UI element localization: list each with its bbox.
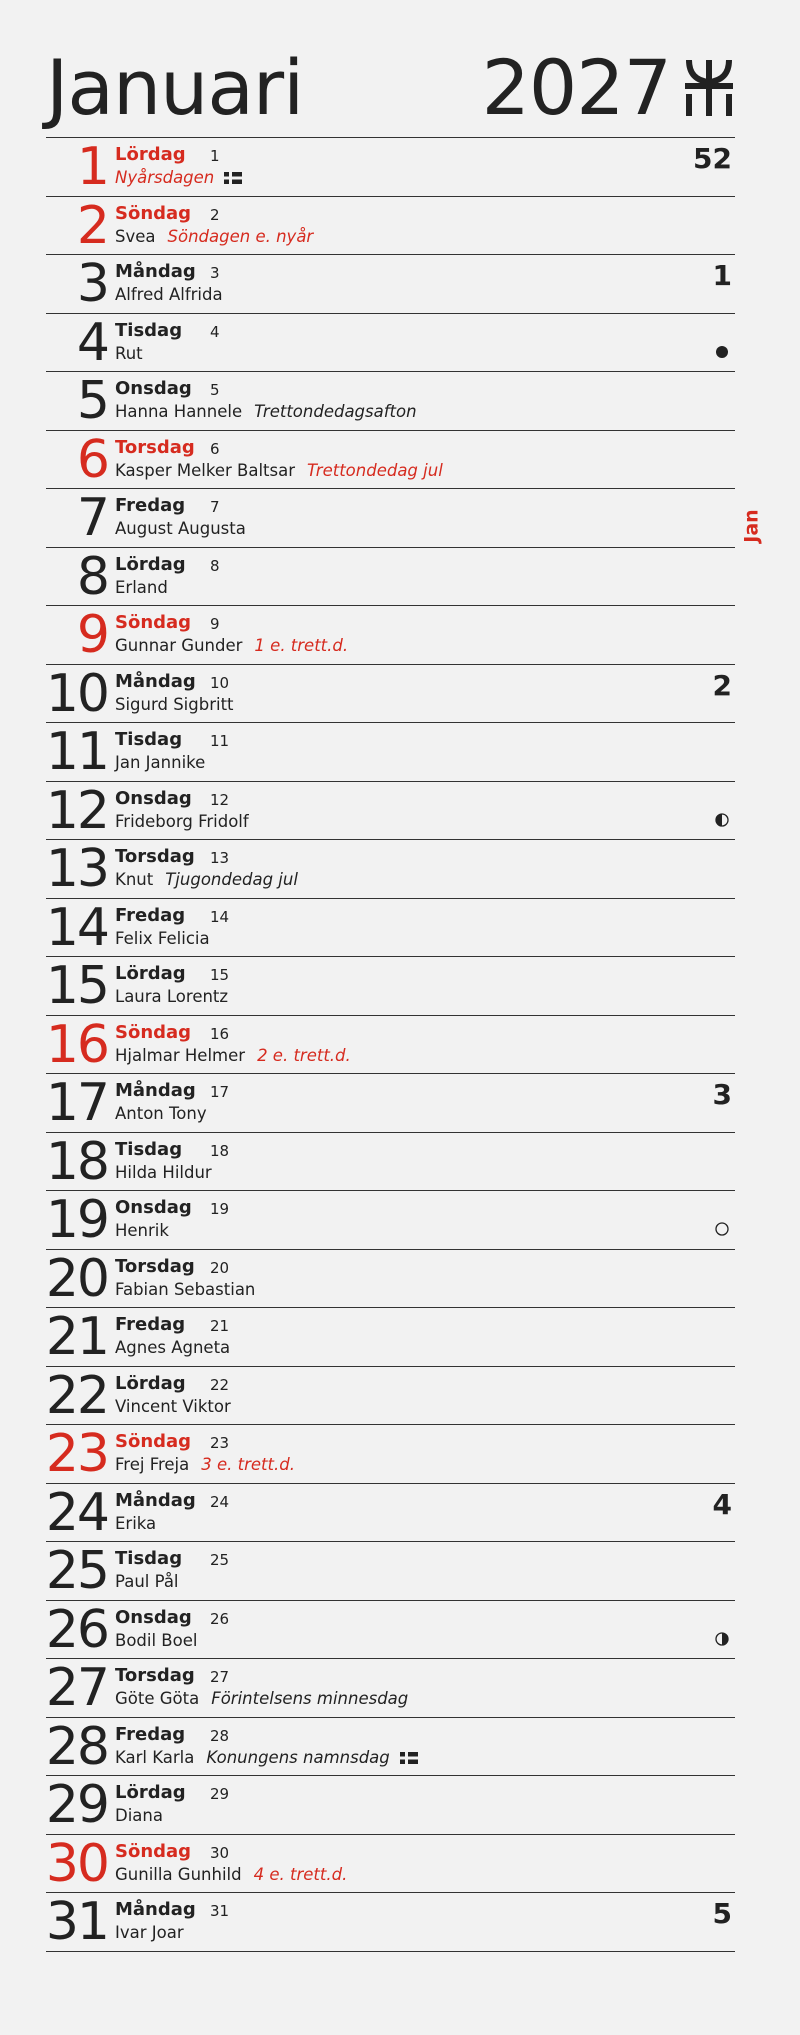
day-of-year: 6 bbox=[210, 439, 220, 458]
name-day-names: August Augusta bbox=[115, 519, 246, 538]
weekday-label: Torsdag bbox=[115, 1665, 195, 1686]
day-of-year: 9 bbox=[210, 615, 220, 633]
day-of-year: 13 bbox=[210, 849, 230, 867]
weekday-label: Torsdag bbox=[115, 846, 195, 867]
name-day-line bbox=[115, 1572, 179, 1592]
day-number: 5 bbox=[76, 371, 108, 431]
name-day-names: Rut bbox=[115, 343, 143, 363]
name-day-names: Knut bbox=[115, 870, 154, 889]
name-day-names: Laura Lorentz bbox=[115, 987, 229, 1006]
weekday-label: Onsdag bbox=[115, 787, 192, 809]
day-row bbox=[46, 839, 735, 898]
day-row bbox=[46, 1483, 735, 1542]
weekday-label: Fredag bbox=[115, 904, 186, 926]
week-number: 3 bbox=[712, 1078, 732, 1111]
day-row bbox=[46, 1834, 735, 1893]
name-day-line bbox=[115, 1455, 295, 1475]
day-list bbox=[46, 137, 735, 1952]
weekday-label: Söndag bbox=[115, 202, 192, 224]
holiday-note: 3 e. trett.d. bbox=[201, 1455, 295, 1474]
day-row bbox=[46, 1600, 735, 1659]
day-row bbox=[46, 1249, 735, 1308]
name-day-line bbox=[115, 1923, 184, 1943]
name-day-names: Jan Jannike bbox=[115, 753, 206, 772]
day-of-year: 28 bbox=[210, 1726, 230, 1745]
weekday-label: Tisdag bbox=[115, 1138, 183, 1160]
name-day-line bbox=[115, 695, 234, 715]
name-day-names: Karl Karla bbox=[115, 1747, 195, 1767]
day-of-year: 26 bbox=[210, 1609, 230, 1628]
name-day-names: Henrik bbox=[115, 1221, 169, 1240]
day-row bbox=[46, 956, 735, 1015]
weekday-label: Måndag bbox=[115, 1899, 196, 1920]
name-day-line bbox=[115, 344, 143, 364]
name-day-names: Diana bbox=[115, 1806, 163, 1825]
name-day-line bbox=[115, 519, 246, 539]
name-day-line bbox=[115, 987, 228, 1007]
day-row bbox=[46, 488, 735, 547]
name-day-line bbox=[115, 753, 205, 773]
week-number: 4 bbox=[712, 1487, 732, 1521]
day-row bbox=[46, 664, 735, 723]
day-of-year: 19 bbox=[210, 1200, 230, 1218]
day-of-year: 17 bbox=[210, 1083, 230, 1101]
weekday-label: Lördag bbox=[115, 1372, 186, 1394]
day-number: 20 bbox=[45, 1248, 108, 1309]
name-day-line bbox=[115, 1163, 212, 1183]
weekday-label: Måndag bbox=[115, 1489, 196, 1511]
name-day-names: Göte Göta bbox=[115, 1689, 200, 1708]
last-quarter-moon-icon bbox=[715, 1632, 729, 1646]
day-of-year: 5 bbox=[210, 381, 220, 399]
day-row bbox=[46, 1307, 735, 1366]
day-row bbox=[46, 1892, 735, 1952]
year-block bbox=[482, 40, 735, 135]
weekday-label: Onsdag bbox=[115, 1197, 192, 1218]
day-number: 19 bbox=[45, 1190, 108, 1250]
new-moon-icon bbox=[715, 345, 729, 359]
day-number: 12 bbox=[45, 780, 108, 841]
day-number: 9 bbox=[76, 605, 108, 665]
name-day-line bbox=[115, 1748, 418, 1768]
week-number: 2 bbox=[712, 668, 732, 702]
weekday-label: Måndag bbox=[115, 1080, 196, 1101]
name-day-names: Ivar Joar bbox=[115, 1923, 184, 1942]
day-of-year: 31 bbox=[210, 1902, 230, 1920]
day-of-year: 21 bbox=[210, 1317, 230, 1335]
weekday-label: Söndag bbox=[115, 1840, 192, 1862]
holiday-note: 1 e. trett.d. bbox=[254, 636, 349, 655]
name-day-line bbox=[115, 1689, 408, 1709]
holiday-note: Konungens namnsdag bbox=[206, 1747, 390, 1767]
name-day-names: Sigurd Sigbritt bbox=[115, 694, 234, 714]
weekday-label: Lördag bbox=[115, 963, 186, 984]
day-of-year: 8 bbox=[210, 556, 220, 575]
day-of-year: 18 bbox=[210, 1141, 230, 1160]
name-day-names: Vincent Viktor bbox=[115, 1396, 231, 1416]
weekday-label: Fredag bbox=[115, 1723, 186, 1745]
name-day-names: Hanna Hannele bbox=[115, 402, 243, 421]
day-row bbox=[46, 1424, 735, 1483]
name-day-names: Hjalmar Helmer bbox=[115, 1045, 246, 1065]
holiday-note: Nyårsdagen bbox=[115, 168, 215, 187]
day-of-year: 14 bbox=[210, 907, 230, 926]
year-label: 2027 bbox=[481, 43, 671, 132]
name-day-line bbox=[115, 1221, 169, 1241]
name-day-line bbox=[115, 1397, 231, 1417]
day-number: 16 bbox=[45, 1014, 108, 1075]
name-day-names: Kasper Melker Baltsar bbox=[115, 460, 295, 480]
day-of-year: 3 bbox=[210, 264, 220, 282]
day-number: 25 bbox=[45, 1541, 108, 1601]
day-of-year: 4 bbox=[210, 322, 220, 341]
day-row bbox=[46, 1190, 735, 1249]
day-row bbox=[46, 1658, 735, 1717]
name-day-names: Felix Felicia bbox=[115, 928, 210, 948]
day-number: 26 bbox=[45, 1599, 108, 1660]
day-row bbox=[46, 1073, 735, 1132]
day-row bbox=[46, 196, 735, 255]
name-day-line bbox=[115, 402, 417, 422]
name-day-names: Gunilla Gunhild bbox=[115, 1864, 242, 1884]
name-day-line bbox=[115, 1338, 230, 1358]
day-of-year: 7 bbox=[210, 498, 220, 516]
day-row bbox=[46, 313, 735, 372]
day-number: 3 bbox=[76, 254, 108, 314]
holiday-note: Söndagen e. nyår bbox=[167, 226, 314, 246]
day-of-year: 10 bbox=[210, 673, 230, 692]
day-number: 7 bbox=[76, 488, 108, 548]
day-of-year: 20 bbox=[210, 1258, 230, 1277]
day-number: 18 bbox=[45, 1131, 108, 1192]
name-day-line bbox=[115, 1865, 347, 1885]
day-row bbox=[46, 722, 735, 781]
holiday-note: Förintelsens minnesdag bbox=[211, 1689, 409, 1708]
day-row bbox=[46, 137, 735, 196]
name-day-names: Frej Freja bbox=[115, 1455, 190, 1474]
weekday-label: Lördag bbox=[115, 144, 186, 165]
weekday-label: Tisdag bbox=[115, 319, 183, 341]
day-of-year: 2 bbox=[210, 205, 220, 224]
name-day-line bbox=[115, 1046, 351, 1066]
day-row bbox=[46, 1775, 735, 1834]
day-of-year: 16 bbox=[210, 1024, 230, 1043]
weekday-label: Måndag bbox=[115, 670, 196, 692]
name-day-names: Hilda Hildur bbox=[115, 1162, 212, 1182]
day-number: 14 bbox=[45, 897, 108, 958]
weekday-label: Söndag bbox=[115, 612, 192, 633]
first-quarter-moon-icon bbox=[715, 813, 729, 827]
day-number: 17 bbox=[45, 1073, 108, 1133]
day-of-year: 29 bbox=[210, 1785, 230, 1803]
name-day-names: Frideborg Fridolf bbox=[115, 811, 249, 831]
day-number: 22 bbox=[45, 1365, 108, 1426]
day-number: 11 bbox=[45, 722, 108, 782]
name-day-line bbox=[115, 1631, 197, 1651]
day-row bbox=[46, 1541, 735, 1600]
weekday-label: Onsdag bbox=[115, 1606, 192, 1628]
flag-day-icon bbox=[400, 1752, 418, 1764]
day-row bbox=[46, 605, 735, 664]
day-of-year: 24 bbox=[210, 1492, 230, 1511]
day-number: 2 bbox=[76, 195, 108, 256]
day-row bbox=[46, 1717, 735, 1776]
full-moon-icon bbox=[715, 1222, 729, 1236]
day-number: 15 bbox=[45, 956, 108, 1016]
day-number: 21 bbox=[45, 1307, 108, 1367]
name-day-line bbox=[115, 461, 443, 481]
day-of-year: 22 bbox=[210, 1375, 230, 1394]
name-day-names: Alfred Alfrida bbox=[115, 285, 223, 304]
day-row bbox=[46, 1132, 735, 1191]
name-day-names: Paul Pål bbox=[115, 1572, 179, 1591]
name-day-line bbox=[115, 1514, 156, 1534]
weekday-label: Söndag bbox=[115, 1431, 192, 1452]
calendar-rune-icon bbox=[683, 58, 735, 118]
day-row bbox=[46, 547, 735, 606]
weekday-label: Onsdag bbox=[115, 378, 192, 399]
name-day-line bbox=[115, 1280, 255, 1300]
name-day-names: Bodil Boel bbox=[115, 1630, 198, 1650]
name-day-line bbox=[115, 636, 348, 656]
holiday-note: Tjugondedag jul bbox=[165, 870, 298, 889]
side-month-text: Jan bbox=[741, 509, 764, 543]
day-row bbox=[46, 1015, 735, 1074]
day-number: 27 bbox=[45, 1658, 108, 1718]
name-day-line bbox=[115, 227, 313, 247]
day-of-year: 15 bbox=[210, 966, 230, 984]
day-row bbox=[46, 781, 735, 840]
day-of-year: 12 bbox=[210, 790, 230, 809]
day-of-year: 30 bbox=[210, 1843, 230, 1862]
name-day-names: Svea bbox=[115, 226, 156, 246]
weekday-label: Fredag bbox=[115, 495, 186, 516]
week-number: 1 bbox=[712, 259, 732, 292]
name-day-line bbox=[115, 812, 249, 832]
name-day-line bbox=[115, 285, 223, 305]
name-day-line bbox=[115, 168, 242, 188]
month-title: Januari bbox=[46, 43, 304, 132]
day-number: 4 bbox=[76, 312, 108, 373]
weekday-label: Torsdag bbox=[115, 1255, 195, 1277]
flag-day-icon bbox=[224, 172, 242, 184]
name-day-names: Anton Tony bbox=[115, 1104, 207, 1123]
day-of-year: 1 bbox=[210, 147, 220, 165]
day-number: 13 bbox=[45, 839, 108, 899]
day-number: 28 bbox=[45, 1716, 108, 1777]
weekday-label: Torsdag bbox=[115, 436, 195, 458]
weekday-label: Fredag bbox=[115, 1314, 186, 1335]
day-row bbox=[46, 430, 735, 489]
week-number: 52 bbox=[693, 142, 732, 175]
name-day-line bbox=[115, 870, 298, 890]
name-day-line bbox=[115, 929, 210, 949]
day-number: 24 bbox=[45, 1482, 108, 1543]
day-row bbox=[46, 371, 735, 430]
day-of-year: 25 bbox=[210, 1551, 230, 1569]
day-number: 8 bbox=[76, 546, 108, 607]
weekday-label: Måndag bbox=[115, 261, 196, 282]
day-number: 30 bbox=[45, 1833, 108, 1894]
holiday-note: Trettondedag jul bbox=[307, 460, 443, 480]
day-of-year: 11 bbox=[210, 732, 230, 750]
weekday-label: Lördag bbox=[115, 553, 186, 575]
calendar-header bbox=[46, 40, 735, 135]
holiday-note: 4 e. trett.d. bbox=[253, 1864, 348, 1884]
day-row bbox=[46, 254, 735, 313]
weekday-label: Tisdag bbox=[115, 729, 183, 750]
day-number: 29 bbox=[45, 1775, 108, 1835]
day-number: 1 bbox=[76, 137, 108, 197]
day-row bbox=[46, 1366, 735, 1425]
side-month-label bbox=[740, 503, 764, 549]
name-day-line bbox=[115, 578, 168, 598]
name-day-line bbox=[115, 1806, 163, 1826]
name-day-names: Agnes Agneta bbox=[115, 1338, 231, 1357]
weekday-label: Söndag bbox=[115, 1021, 192, 1043]
day-of-year: 23 bbox=[210, 1434, 230, 1452]
weekday-label: Lördag bbox=[115, 1782, 186, 1803]
day-of-year: 27 bbox=[210, 1668, 230, 1686]
week-number: 5 bbox=[712, 1897, 732, 1930]
day-number: 31 bbox=[45, 1892, 108, 1952]
day-row bbox=[46, 898, 735, 957]
name-day-names: Gunnar Gunder bbox=[115, 636, 243, 655]
day-number: 6 bbox=[76, 429, 108, 490]
name-day-names: Erland bbox=[115, 577, 168, 597]
name-day-names: Erika bbox=[115, 1513, 157, 1533]
day-number: 10 bbox=[45, 663, 108, 724]
holiday-note: Trettondedagsafton bbox=[254, 402, 417, 421]
weekday-label: Tisdag bbox=[115, 1548, 183, 1569]
holiday-note: 2 e. trett.d. bbox=[257, 1045, 351, 1065]
day-number: 23 bbox=[45, 1424, 108, 1484]
name-day-line bbox=[115, 1104, 207, 1124]
name-day-names: Fabian Sebastian bbox=[115, 1279, 256, 1299]
